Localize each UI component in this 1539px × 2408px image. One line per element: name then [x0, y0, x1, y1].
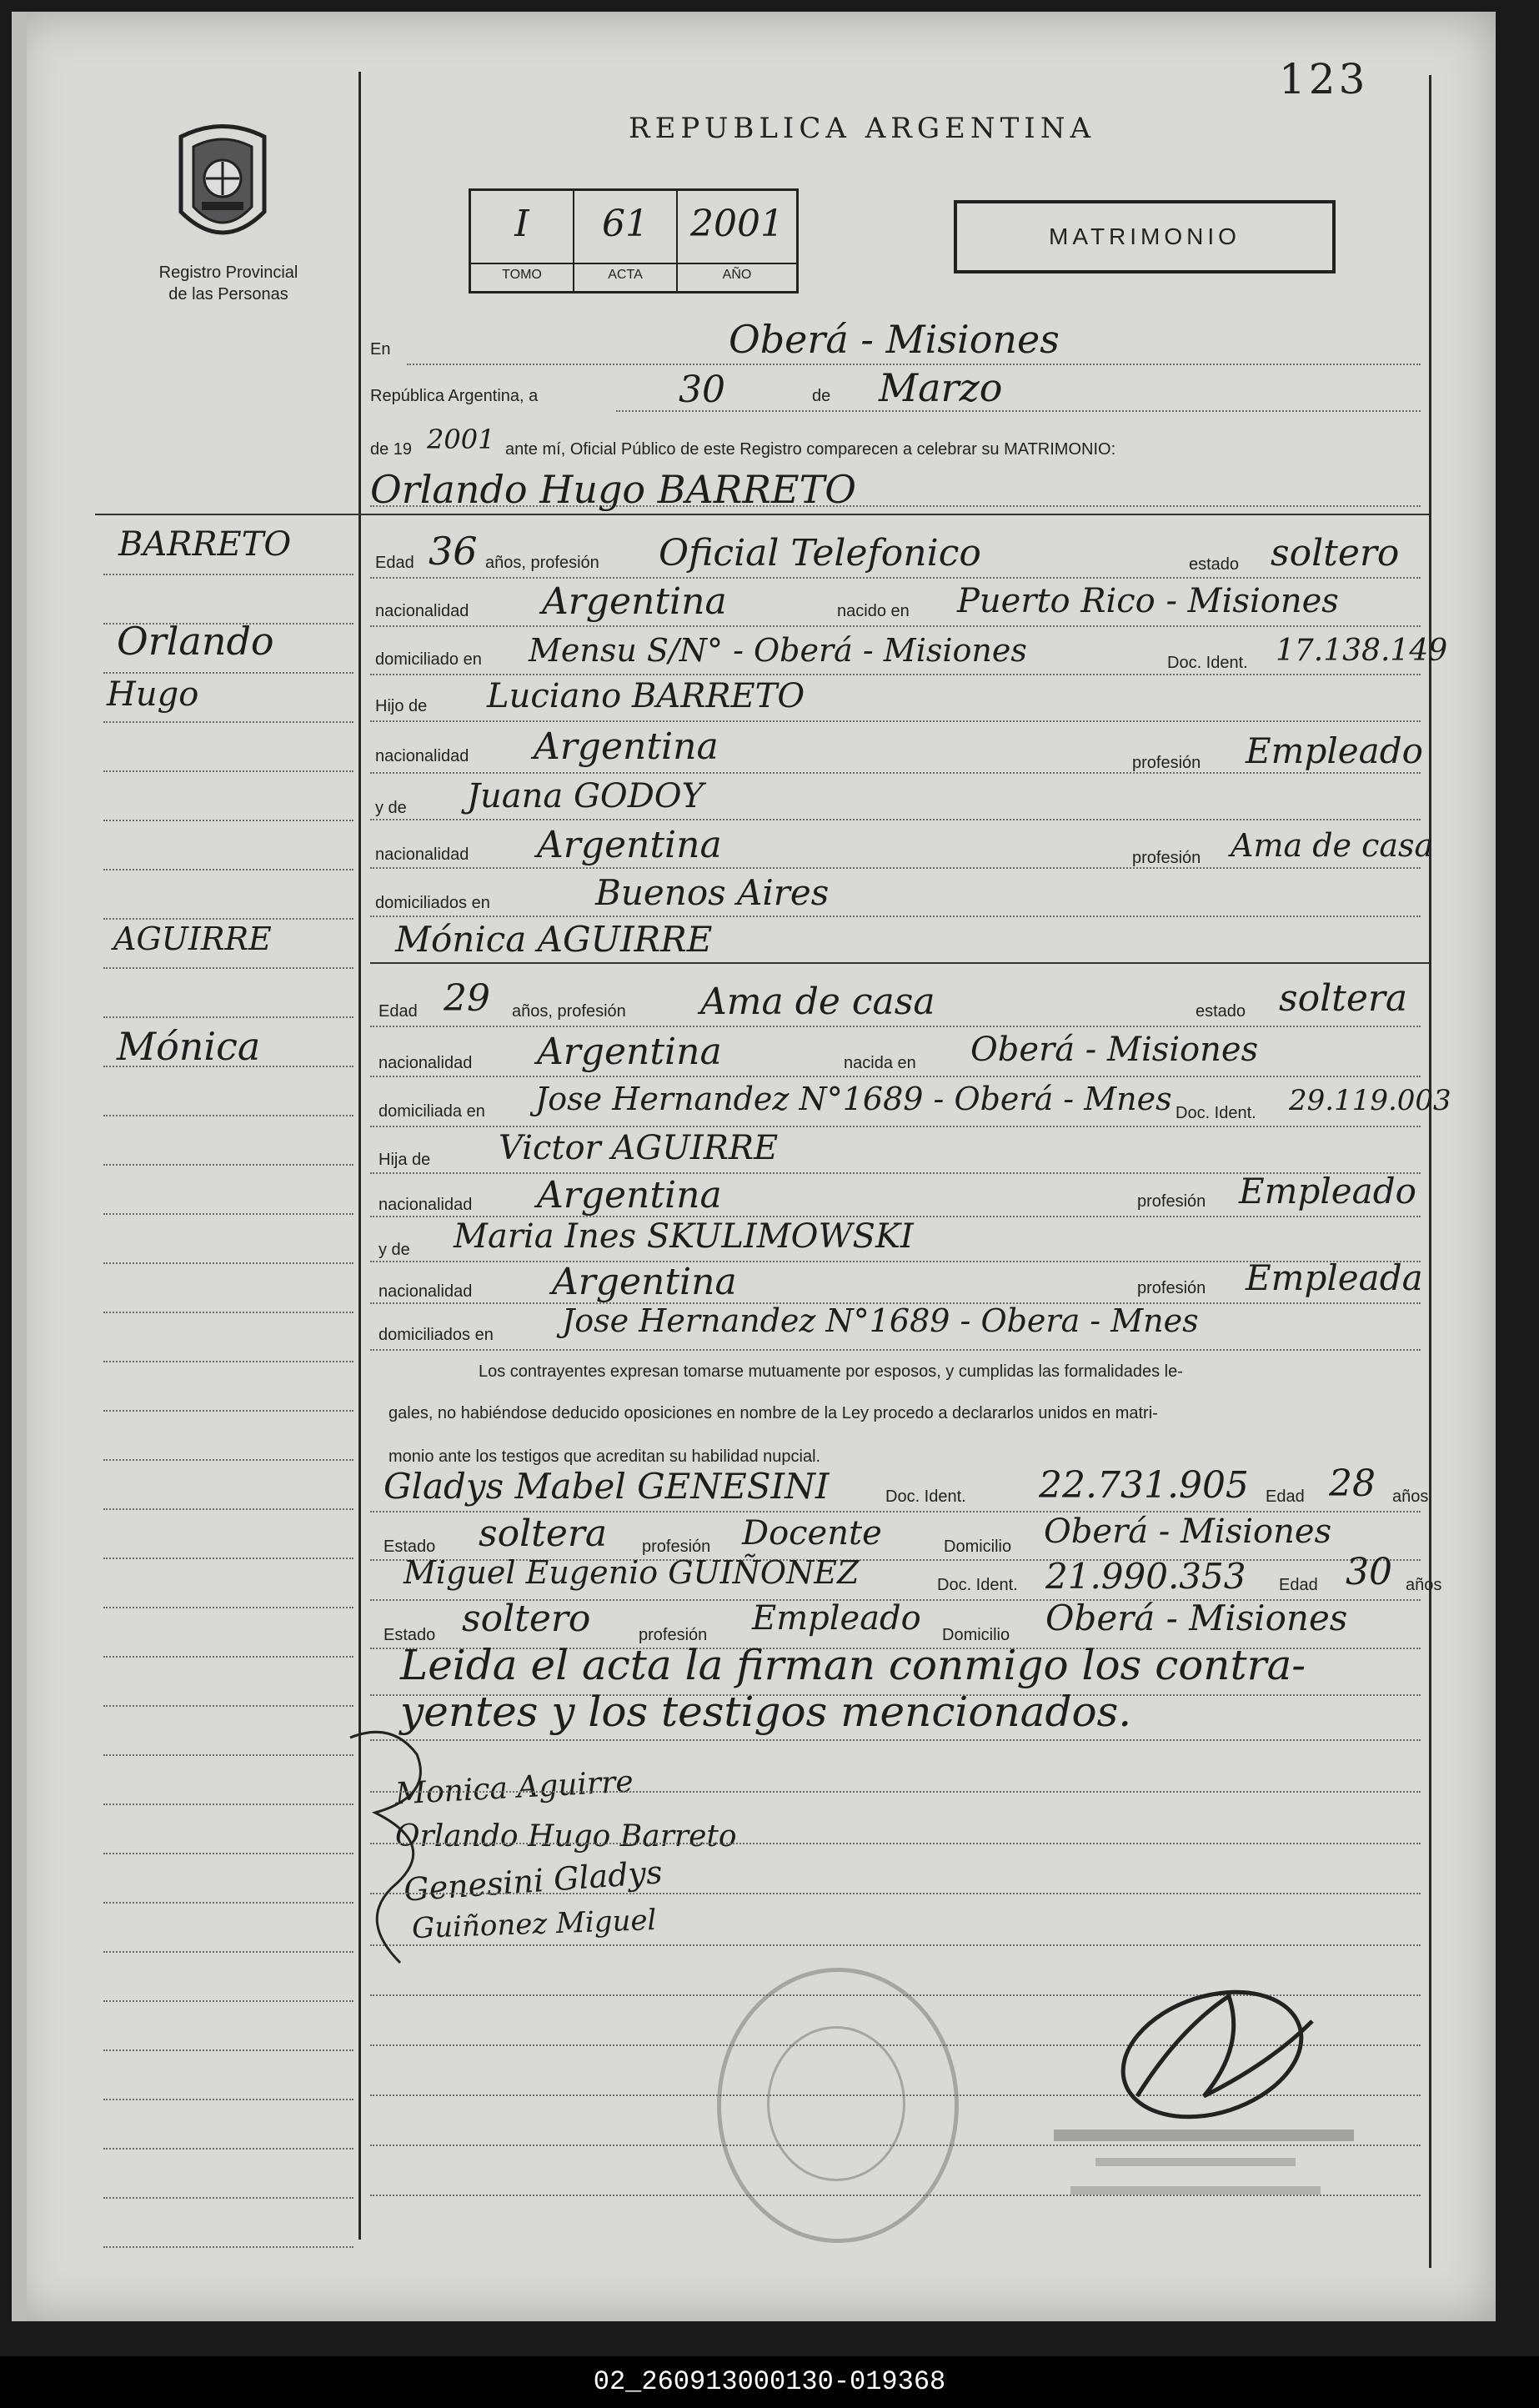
groom-father-nationality: Argentina — [534, 725, 719, 768]
tomo-label: TOMO — [502, 268, 542, 282]
margin-rule-line — [103, 1607, 353, 1608]
witness-1-profession: Docente — [742, 1514, 882, 1553]
witness-2-doc-label: Doc. Ident. — [937, 1576, 1018, 1594]
margin-rule-line — [103, 2246, 353, 2248]
margin-rule-line — [103, 1803, 353, 1805]
margin-rule-line — [103, 1705, 353, 1707]
groom-father-profession: Empleado — [1246, 730, 1423, 771]
bride-father-nationality-label: nacionalidad — [378, 1196, 473, 1214]
bride-birthplace-label: nacida en — [844, 1054, 916, 1072]
bride-profession: Ama de casa — [700, 981, 935, 1023]
ano-value: 2001 — [690, 203, 784, 245]
bride-mother-label: y de — [378, 1241, 410, 1259]
witness-1-name: Gladys Mabel GENESINI — [383, 1466, 830, 1507]
groom-mother-label: y de — [375, 799, 407, 817]
margin-bride-given: Mónica — [117, 1024, 261, 1069]
tomo-value: I — [514, 203, 529, 245]
margin-rule-line — [103, 1754, 353, 1756]
intro-text: ante mí, Oficial Público de este Registro comparecen a celebrar su MATRIMONIO: — [505, 440, 1116, 459]
bride-domicile-label: domiciliada en — [378, 1102, 485, 1121]
closing-line-2: yentes y los testigos mencionados. — [400, 1688, 1132, 1736]
margin-groom-given-1: Orlando — [117, 619, 274, 664]
groom-nationality: Argentina — [542, 580, 727, 623]
margin-rule-line — [103, 1312, 353, 1313]
en-label: En — [370, 340, 391, 359]
margin-rule-line — [103, 1459, 353, 1461]
margin-rule-line — [103, 1213, 353, 1215]
bride-parents-domicile-label: domiciliados en — [378, 1326, 494, 1344]
witness-2-doc-ident: 21.990.353 — [1045, 1556, 1246, 1597]
bride-mother-name: Maria Ines SKULIMOWSKI — [454, 1217, 914, 1256]
margin-rule-line — [103, 1853, 353, 1854]
witness-2-age-label: Edad — [1279, 1576, 1318, 1594]
bride-age: 29 — [444, 977, 490, 1020]
groom-mother-nationality: Argentina — [537, 824, 722, 866]
signature-witness-2: Guiñonez Miguel — [411, 1903, 657, 1946]
bride-mother-nationality-label: nacionalidad — [378, 1282, 473, 1301]
signature-flourish-icon — [342, 1721, 475, 1971]
right-frame — [1429, 75, 1431, 2268]
witness-1-status-label: Estado — [383, 1538, 436, 1556]
official-stamp-inner — [767, 2026, 905, 2181]
bride-birthplace: Oberá - Misiones — [970, 1031, 1259, 1069]
bride-mother-profession: Empleada — [1246, 1257, 1423, 1298]
margin-rule-line — [103, 2197, 353, 2199]
witness-1-doc-label: Doc. Ident. — [885, 1487, 966, 1506]
witness-1-anos-label: años — [1392, 1487, 1429, 1506]
groom-nationality-label: nacionalidad — [375, 602, 469, 620]
section-divider-groom — [95, 514, 1429, 515]
bride-father-label: Hija de — [378, 1151, 431, 1169]
witness-2-status-label: Estado — [383, 1626, 436, 1644]
witness-2-domicile-label: Domicilio — [942, 1626, 1010, 1644]
margin-rule-line — [103, 1951, 353, 1953]
republic-label: República Argentina, a — [370, 387, 539, 405]
declaration-line-1: Los contrayentes expresan tomarse mutuamente por esposos, y cumplidas las formalidades le- — [479, 1362, 1183, 1381]
registry-name: Registro Provincial de las Personas — [158, 263, 298, 304]
witness-2-marital-status: soltero — [462, 1598, 591, 1640]
bride-doc-ident: 29.119.003 — [1289, 1084, 1451, 1117]
declaration-line-2: gales, no habiéndose deducido oposiciones en nombre de la Ley procedo a declararlos unidos en matri- — [389, 1404, 1158, 1422]
officer-name-stamp — [1054, 2130, 1354, 2141]
margin-rule-line — [103, 1066, 353, 1067]
margin-rule-line — [103, 1164, 353, 1166]
witness-2-profession: Empleado — [752, 1599, 921, 1638]
witness-1-marital-status: soltera — [479, 1513, 608, 1555]
groom-mother-profession: Ama de casa — [1231, 827, 1434, 864]
witness-1-domicile-label: Domicilio — [944, 1538, 1012, 1556]
witness-1-profession-label: profesión — [642, 1538, 711, 1556]
margin-rule-line — [103, 1902, 353, 1904]
margin-rule-line — [103, 967, 353, 969]
margin-rule-line — [103, 2099, 353, 2100]
bride-profession-label: años, profesión — [512, 1002, 626, 1021]
groom-doc-label: Doc. Ident. — [1167, 654, 1248, 672]
acta-label: ACTA — [608, 268, 643, 282]
closing-line-1: Leida el acta la firman conmigo los contra- — [400, 1641, 1306, 1689]
margin-rule-line — [103, 1361, 353, 1362]
bride-nationality: Argentina — [537, 1031, 722, 1073]
margin-rule-line — [103, 1016, 353, 1018]
margin-rule-line — [103, 574, 353, 575]
bride-mother-profession-label: profesión — [1137, 1279, 1206, 1297]
groom-profession: Oficial Telefonico — [659, 532, 981, 574]
acta-value: 61 — [602, 203, 649, 245]
margin-rule-line — [103, 721, 353, 723]
bride-nationality-label: nacionalidad — [378, 1054, 473, 1072]
bride-status-label: estado — [1196, 1002, 1246, 1021]
country-title: REPUBLICA ARGENTINA — [629, 112, 1096, 145]
groom-mother-name: Juana GODOY — [467, 777, 704, 815]
witness-2-anos-label: años — [1406, 1576, 1442, 1594]
act-number-box — [469, 188, 799, 293]
signature-witness-1: Genesini Gladys — [402, 1854, 664, 1909]
year-prefix: de 19 — [370, 440, 413, 459]
bride-father-profession: Empleado — [1239, 1171, 1416, 1212]
margin-rule-line — [103, 770, 353, 772]
groom-father-label: Hijo de — [375, 697, 428, 715]
groom-age-label: Edad — [375, 554, 414, 572]
page-number: 123 — [1279, 55, 1369, 103]
bride-doc-label: Doc. Ident. — [1176, 1104, 1256, 1122]
act-type-box: MATRIMONIO — [954, 200, 1336, 273]
signature-bride: Monica Aguirre — [394, 1764, 634, 1812]
witness-1-age: 28 — [1329, 1462, 1376, 1505]
groom-marital-status: soltero — [1271, 532, 1400, 574]
margin-rule-line — [103, 672, 353, 674]
bride-age-label: Edad — [378, 1002, 418, 1021]
groom-domicile-label: domiciliado en — [375, 650, 482, 669]
witness-2-name: Miguel Eugenio GUIÑONEZ — [404, 1554, 860, 1591]
margin-rule-line — [103, 1508, 353, 1510]
margin-rule-line — [103, 1410, 353, 1412]
officer-signature-icon — [1104, 1963, 1337, 2146]
ano-label: AÑO — [722, 268, 752, 282]
provincial-seal-icon — [168, 120, 277, 253]
margin-rule-line — [103, 918, 353, 920]
act-day: 30 — [679, 369, 725, 411]
groom-father-nationality-label: nacionalidad — [375, 747, 469, 765]
margin-rule-line — [103, 2148, 353, 2150]
act-place: Oberá - Misiones — [729, 317, 1060, 362]
groom-status-label: estado — [1189, 555, 1240, 574]
bride-parents-domicile: Jose Hernandez N°1689 - Obera - Mnes — [562, 1302, 1199, 1339]
de-label: de — [812, 387, 831, 405]
groom-age: 36 — [429, 529, 478, 574]
witness-1-doc-ident: 22.731.905 — [1039, 1464, 1249, 1507]
groom-birthplace: Puerto Rico - Misiones — [957, 582, 1339, 620]
bride-marital-status: soltera — [1279, 977, 1408, 1020]
witness-2-age: 30 — [1346, 1551, 1392, 1593]
declaration-line-3: monio ante los testigos que acreditan su habilidad nupcial. — [389, 1447, 821, 1466]
page-edge — [12, 12, 27, 2321]
margin-rule-line — [103, 1115, 353, 1116]
bride-mother-nationality: Argentina — [552, 1261, 737, 1303]
groom-profession-label: años, profesión — [485, 554, 599, 572]
section-divider-bride — [370, 962, 1429, 964]
margin-rule-line — [103, 869, 353, 870]
officer-title-stamp — [1095, 2158, 1296, 2166]
bride-father-nationality: Argentina — [537, 1174, 722, 1217]
groom-parents-domicile: Buenos Aires — [595, 872, 830, 913]
groom-parents-domicile-label: domiciliados en — [375, 894, 490, 912]
groom-doc-ident: 17.138.149 — [1276, 634, 1448, 668]
groom-father-name: Luciano BARRETO — [487, 677, 805, 715]
act-month: Marzo — [879, 365, 1003, 410]
groom-mother-profession-label: profesión — [1132, 849, 1201, 867]
witness-2-profession-label: profesión — [639, 1626, 708, 1644]
groom-domicile: Mensu S/N° - Oberá - Misiones — [529, 632, 1027, 669]
margin-rule-line — [103, 820, 353, 821]
margin-rule-line — [103, 1656, 353, 1658]
margin-groom-given-2: Hugo — [107, 675, 199, 714]
document-page — [12, 12, 1496, 2321]
signature-groom: Orlando Hugo Barreto — [395, 1819, 737, 1854]
witness-2-domicile: Oberá - Misiones — [1045, 1598, 1348, 1638]
act-year: 2001 — [427, 424, 495, 455]
officer-registry-stamp — [1070, 2186, 1321, 2195]
margin-rule-line — [103, 623, 353, 625]
groom-father-profession-label: profesión — [1132, 754, 1201, 772]
margin-rule-line — [103, 2000, 353, 2002]
witness-1-domicile: Oberá - Misiones — [1044, 1513, 1332, 1551]
bride-father-profession-label: profesión — [1137, 1192, 1206, 1211]
bride-domicile: Jose Hernandez N°1689 - Oberá - Mnes — [535, 1081, 1172, 1117]
margin-groom-surname: BARRETO — [118, 525, 292, 564]
margin-rule-line — [103, 2049, 353, 2051]
witness-1-age-label: Edad — [1266, 1487, 1305, 1506]
bride-father-name: Victor AGUIRRE — [499, 1129, 779, 1167]
groom-birthplace-label: nacido en — [837, 602, 910, 620]
groom-mother-nationality-label: nacionalidad — [375, 845, 469, 864]
bride-full-name: Mónica AGUIRRE — [395, 919, 713, 960]
footer-caption: 02_260913000130-019368 — [0, 2356, 1539, 2408]
groom-full-name: Orlando Hugo BARRETO — [370, 467, 856, 512]
margin-bride-surname: AGUIRRE — [113, 921, 272, 957]
margin-rule-line — [103, 1262, 353, 1264]
margin-rule-line — [103, 1558, 353, 1559]
